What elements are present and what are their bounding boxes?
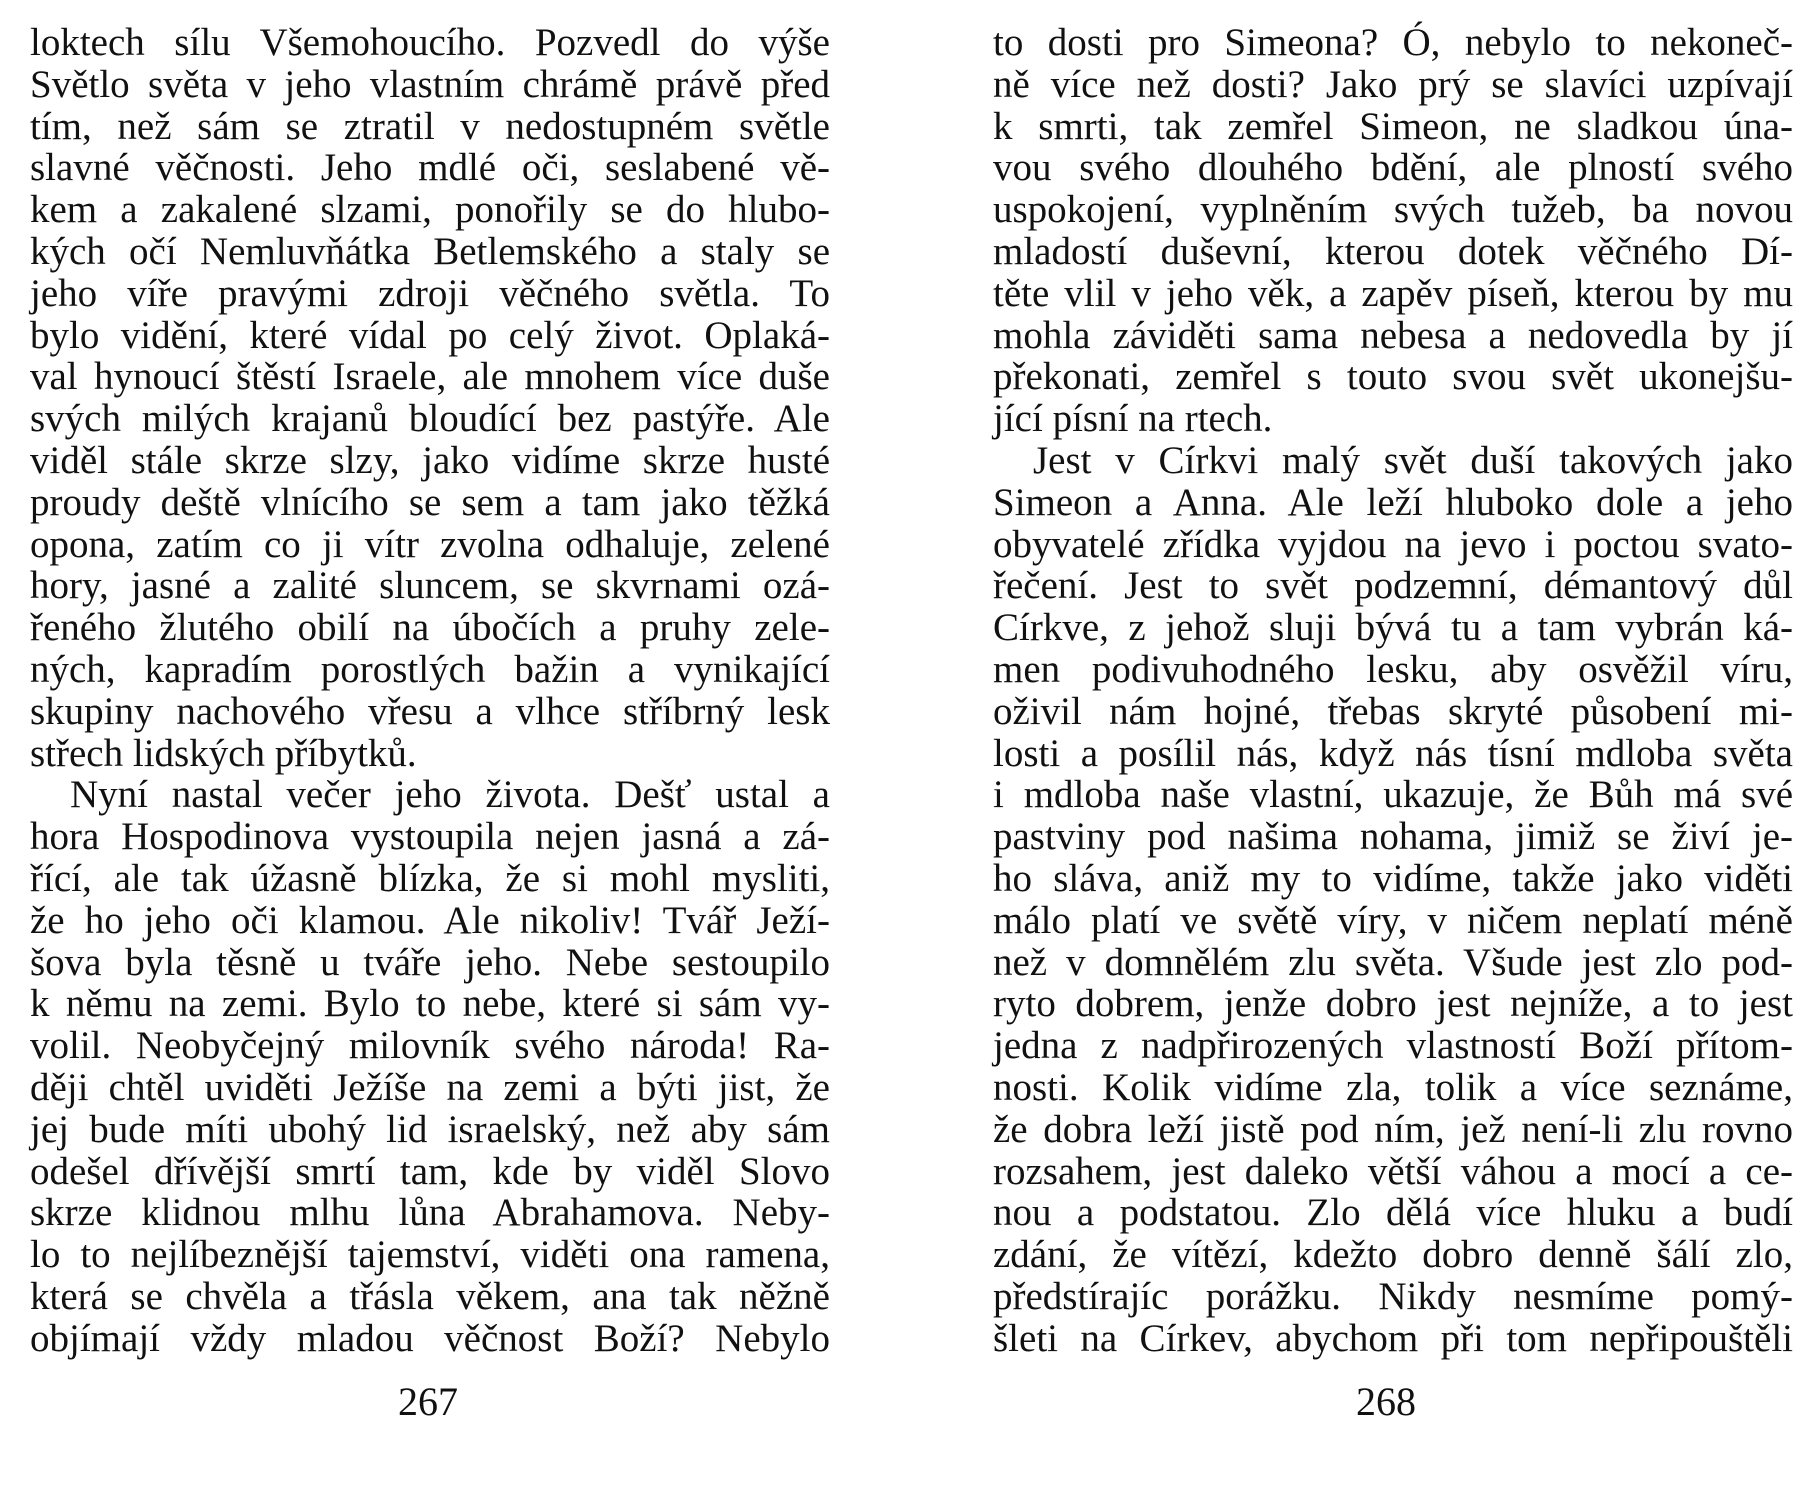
text-line: jící písní na rtech. — [993, 397, 1273, 441]
right-page-text — [993, 22, 1793, 1360]
text-line: šova byla těsně u tváře jeho. Nebe sestoupilo — [30, 940, 830, 984]
text-line: nou a podstatou. Zlo dělá více hluku a budí — [993, 1191, 1793, 1235]
text-line: že dobra leží jistě pod ním, jež není-li zlu rovno — [993, 1107, 1793, 1151]
text-line: val hynoucí štěstí Israele, ale mnohem více duše — [30, 355, 830, 399]
left-page — [30, 22, 830, 1360]
text-line: skupiny nachového vřesu a vlhce stříbrný lesk — [30, 689, 830, 733]
text-line: Simeon a Anna. Ale leží hluboko dole a jeho — [993, 480, 1793, 524]
text-line: jej bude míti ubohý lid israelský, než aby sám — [30, 1107, 830, 1151]
text-line: Světlo světa v jeho vlastním chrámě právě před — [30, 62, 830, 106]
right-page — [993, 22, 1793, 1360]
text-line: uspokojení, vyplněním svých tužeb, ba novou — [993, 188, 1793, 232]
text-line: oživil nám hojné, třebas skryté působení mi- — [993, 689, 1793, 733]
page-number-left: 267 — [398, 1379, 458, 1424]
text-line: střech lidských příbytků. — [30, 731, 417, 775]
text-line: kých očí Nemluvňátka Betlemského a staly se — [30, 229, 830, 273]
text-line: i mdloba naše vlastní, ukazuje, že Bůh má své — [993, 773, 1793, 817]
text-line: že ho jeho oči klamou. Ale nikoliv! Tvář Ježí- — [30, 898, 830, 942]
text-line: to dosti pro Simeona? Ó, nebylo to nekoneč- — [993, 21, 1793, 64]
text-line: slavné věčnosti. Jeho mdlé oči, seslabené vě- — [30, 146, 830, 190]
text-line: která se chvěla a třásla věkem, ana tak něžně — [30, 1274, 830, 1318]
text-line: předstírajíc porážku. Nikdy nesmíme pomý- — [993, 1274, 1793, 1318]
text-line: mladostí duševní, kterou dotek věčného Dí- — [993, 229, 1793, 273]
text-line: rozsahem, jest daleko větší váhou a mocí a ce- — [993, 1149, 1793, 1193]
text-line: řeného žlutého obilí na úbočích a pruhy zele- — [30, 606, 830, 650]
text-line: hory, jasné a zalité sluncem, se skvrnami ozá- — [30, 564, 830, 608]
page-number-right: 268 — [1356, 1379, 1416, 1424]
text-line: k němu na zemi. Bylo to nebe, které si sám vy- — [30, 982, 830, 1026]
text-line: lo to nejlíbeznější tajemství, viděti ona ramena, — [30, 1233, 830, 1277]
text-line: obyvatelé zřídka vyjdou na jevo i poctou svato- — [993, 522, 1793, 566]
text-line: těte vlil v jeho věk, a zapěv píseň, kterou by mu — [993, 271, 1793, 315]
text-line: ději chtěl uviděti Ježíše na zemi a býti jist, že — [30, 1065, 830, 1109]
text-line: Nyní nastal večer jeho života. Dešť ustal a — [70, 773, 830, 817]
text-line: řící, ale tak úžasně blízka, že si mohl mysliti, — [30, 856, 830, 900]
text-line: mohla záviděti sama nebesa a nedovedla by jí — [993, 313, 1793, 357]
text-line: ho sláva, aniž my to vidíme, takže jako viděti — [993, 856, 1793, 900]
text-line: šleti na Církev, abychom při tom nepřipouštěli — [993, 1316, 1793, 1360]
text-line: zdání, že vítězí, kdežto dobro denně šálí zlo, — [993, 1233, 1793, 1277]
left-page-text — [30, 22, 830, 1360]
text-line: ně více než dosti? Jako prý se slavíci uzpívají — [993, 62, 1793, 106]
text-line: kem a zakalené slzami, ponořily se do hlubo- — [30, 188, 830, 232]
text-line: jedna z nadpřirozených vlastností Boží přítom- — [993, 1024, 1793, 1068]
text-line: tím, než sám se ztratil v nedostupném světle — [30, 104, 830, 148]
text-line: Církve, z jehož sluji bývá tu a tam vybrán ká- — [993, 606, 1793, 650]
text-line: viděl stále skrze slzy, jako vidíme skrze husté — [30, 438, 830, 482]
text-line: než v domnělém zlu světa. Všude jest zlo pod- — [993, 940, 1793, 984]
text-line: k smrti, tak zemřel Simeon, ne sladkou úna- — [993, 104, 1793, 148]
text-line: hora Hospodinova vystoupila nejen jasná a zá- — [30, 815, 830, 859]
text-line: vou svého dlouhého bdění, ale plností svého — [993, 146, 1793, 190]
text-line: bylo vidění, které vídal po celý život. Oplaká- — [30, 313, 830, 357]
text-line: jeho víře pravými zdroji věčného světla. To — [30, 271, 830, 315]
text-line: loktech sílu Všemohoucího. Pozvedl do výše — [30, 21, 830, 64]
text-line: řečení. Jest to svět podzemní, démantový důl — [993, 564, 1793, 608]
text-line: nosti. Kolik vidíme zla, tolik a více seznáme, — [993, 1065, 1793, 1109]
text-line: ryto dobrem, jenže dobro jest nejníže, a to jest — [993, 982, 1793, 1026]
text-line: opona, zatím co ji vítr zvolna odhaluje, zelené — [30, 522, 830, 566]
text-line: odešel dřívější smrtí tam, kde by viděl Slovo — [30, 1149, 830, 1193]
text-line: losti a posílil nás, když nás tísní mdloba světa — [993, 731, 1793, 775]
text-line: překonati, zemřel s touto svou svět ukonejšu- — [993, 355, 1793, 399]
text-line: volil. Neobyčejný milovník svého národa! Ra- — [30, 1024, 830, 1068]
text-line: men podivuhodného lesku, aby osvěžil víru, — [993, 647, 1793, 691]
text-line: Jest v Církvi malý svět duší takových jako — [1033, 438, 1793, 482]
text-line: objímají vždy mladou věčnost Boží? Nebylo — [30, 1316, 830, 1360]
text-line: ných, kapradím porostlých bažin a vynikající — [30, 647, 830, 691]
text-line: proudy deště vlnícího se sem a tam jako těžká — [30, 480, 830, 524]
text-line: málo platí ve světě víry, v ničem neplatí méně — [993, 898, 1793, 942]
text-line: svých milých krajanů bloudící bez pastýře. Ale — [30, 397, 830, 441]
text-line: pastviny pod našima nohama, jimiž se živí je- — [993, 815, 1793, 859]
text-line: skrze klidnou mlhu lůna Abrahamova. Neby- — [30, 1191, 830, 1235]
